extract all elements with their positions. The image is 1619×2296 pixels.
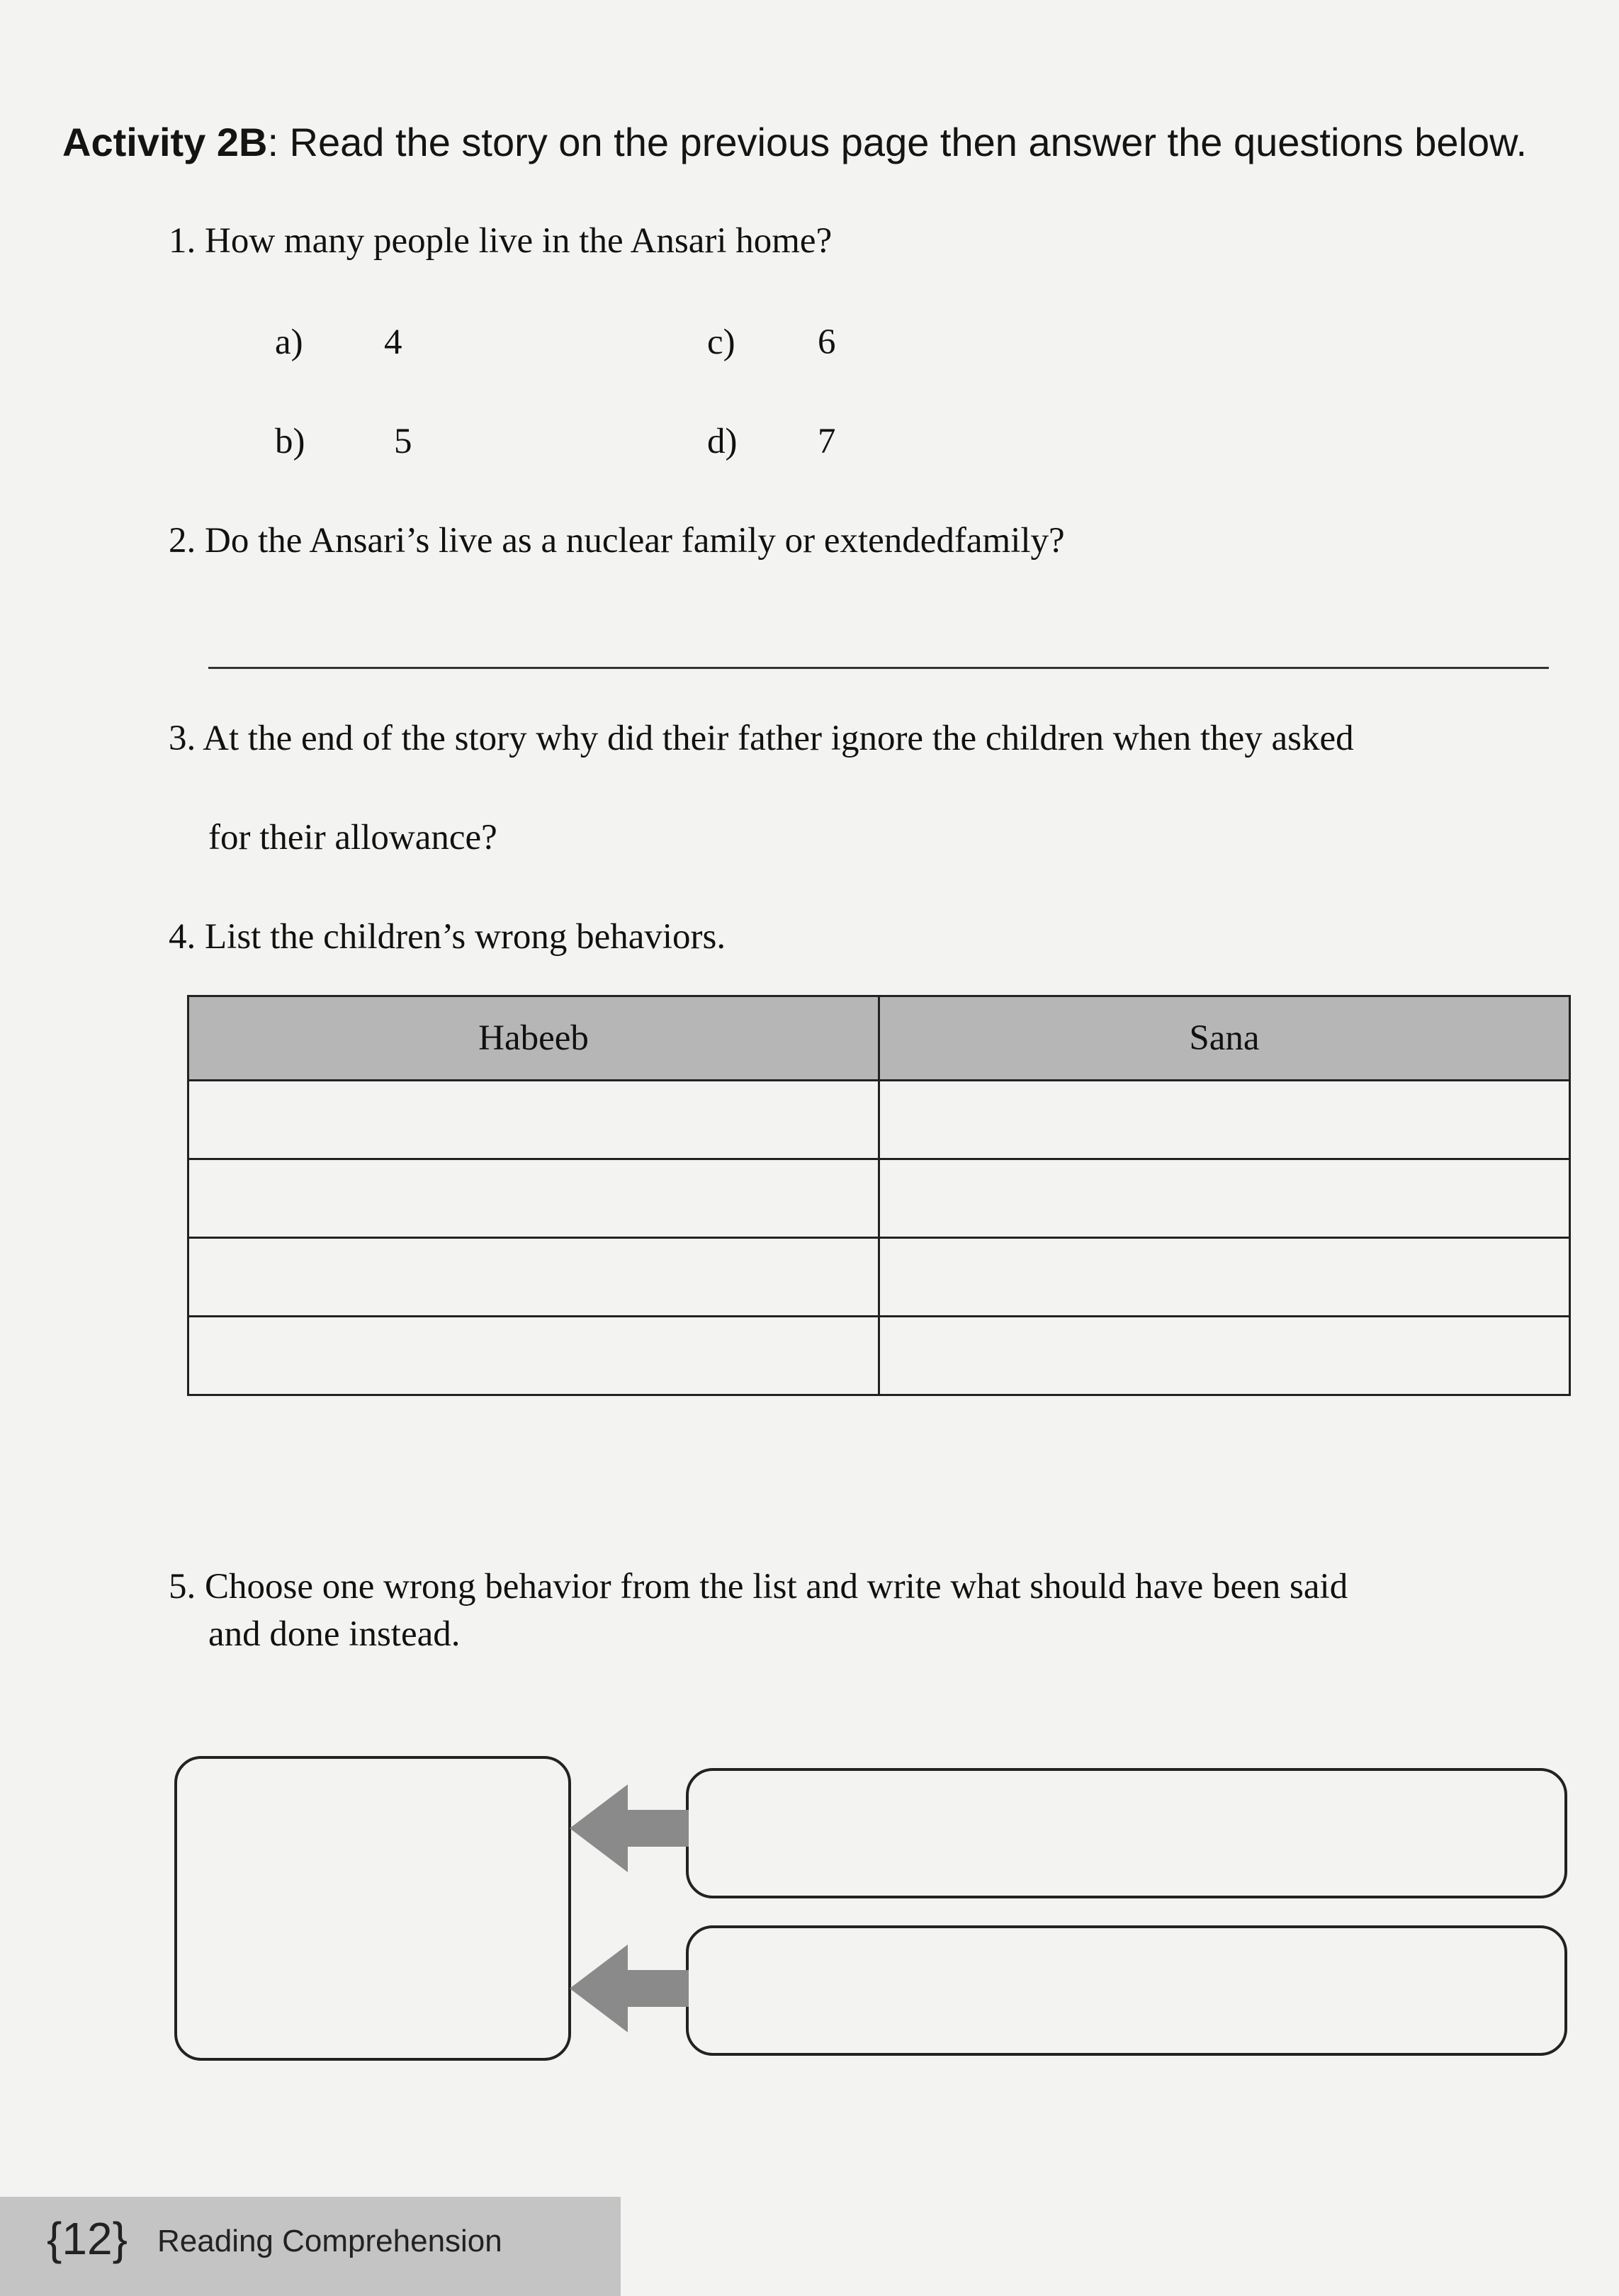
table-row — [188, 1081, 1570, 1159]
sana-answer-cell[interactable] — [879, 1081, 1570, 1159]
table-row — [188, 1159, 1570, 1238]
option-c-value: 6 — [818, 322, 836, 362]
question-1: 1. How many people live in the Ansari home? — [169, 221, 833, 261]
option-b-letter: b) — [275, 422, 305, 461]
question-2: 2. Do the Ansari’s live as a nuclear family or extendedfamily? — [169, 521, 1065, 561]
column-header-sana: Sana — [879, 996, 1570, 1081]
table-header-row — [188, 996, 1570, 1081]
section-label: Reading Comprehension — [157, 2224, 502, 2258]
sana-answer-cell[interactable] — [879, 1238, 1570, 1317]
habeeb-answer-cell[interactable] — [188, 1159, 879, 1238]
answer-line-q2[interactable] — [208, 667, 1549, 669]
option-c-letter: c) — [707, 322, 735, 362]
left-arrow-icon — [567, 1939, 689, 2038]
activity-instruction: : Read the story on the previous page then answer the questions below. — [267, 120, 1528, 164]
sana-answer-cell[interactable] — [879, 1159, 1570, 1238]
left-arrow-icon — [567, 1779, 689, 1878]
should-have-said-box[interactable] — [686, 1768, 1567, 1898]
question-3-line-1: 3. At the end of the story why did their father ignore the children when they asked — [169, 719, 1354, 758]
behaviors-table — [187, 995, 1571, 1396]
column-header-habeeb: Habeeb — [188, 996, 879, 1081]
question-5-line-2: and done instead. — [208, 1614, 461, 1654]
habeeb-answer-cell[interactable] — [188, 1081, 879, 1159]
question-3-line-2: for their allowance? — [208, 818, 497, 857]
sana-answer-cell[interactable] — [879, 1317, 1570, 1395]
activity-label: Activity 2B — [62, 120, 268, 164]
page-number: {12} — [47, 2213, 128, 2264]
chosen-behavior-box[interactable] — [174, 1756, 571, 2061]
table-row — [188, 1238, 1570, 1317]
activity-heading — [62, 119, 1527, 165]
habeeb-answer-cell[interactable] — [188, 1317, 879, 1395]
question-5-line-1: 5. Choose one wrong behavior from the list and write what should have been said — [169, 1567, 1348, 1606]
option-a-value: 4 — [384, 322, 402, 362]
table-row — [188, 1317, 1570, 1395]
option-d-letter: d) — [707, 422, 738, 461]
option-a-letter: a) — [275, 322, 303, 362]
option-d-value: 7 — [818, 422, 836, 461]
should-have-done-box[interactable] — [686, 1925, 1567, 2056]
habeeb-answer-cell[interactable] — [188, 1238, 879, 1317]
question-4: 4. List the children’s wrong behaviors. — [169, 917, 726, 957]
option-b-value: 5 — [394, 422, 412, 461]
